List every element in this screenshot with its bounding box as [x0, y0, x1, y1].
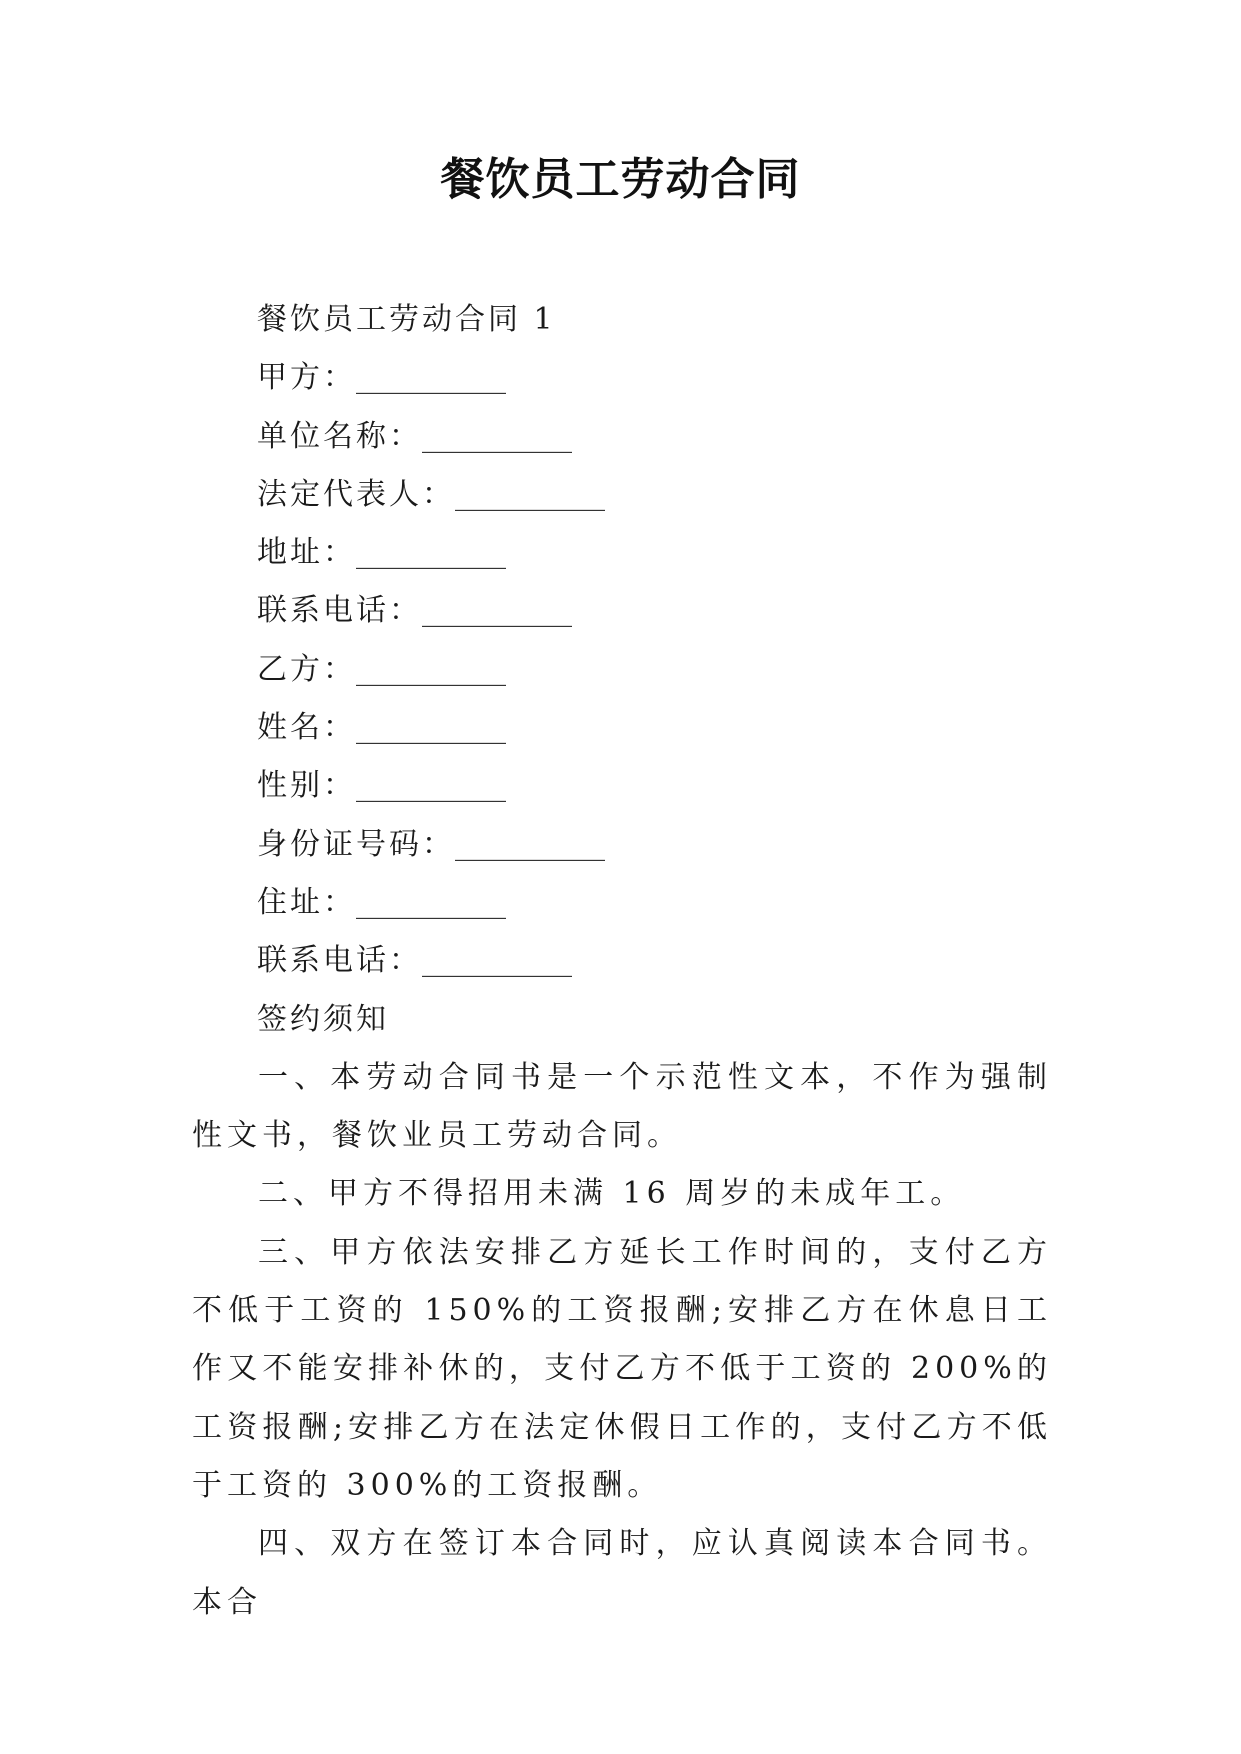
field-label: 法定代表人： — [257, 476, 455, 512]
fill-blank: __________ — [356, 768, 506, 804]
field-address-a — [192, 524, 1052, 582]
fill-blank: __________ — [356, 360, 506, 396]
clause-1: 一、本劳动合同书是一个示范性文本，不作为强制性文书，餐饮业员工劳动合同。 — [192, 1059, 1052, 1154]
fill-blank: __________ — [356, 710, 506, 746]
field-label: 身份证号码： — [257, 826, 455, 862]
field-label: 地址： — [257, 535, 356, 571]
field-party-a — [192, 349, 1052, 407]
field-label: 联系电话： — [257, 593, 422, 629]
field-legal-representative — [192, 466, 1052, 524]
fill-blank: __________ — [422, 593, 572, 629]
fill-blank: __________ — [356, 884, 506, 920]
fill-blank: __________ — [455, 476, 605, 512]
document-title: 餐饮员工劳动合同 — [440, 154, 801, 205]
fill-blank: __________ — [356, 535, 506, 571]
field-phone-b — [192, 932, 1052, 990]
contract-subtitle: 餐饮员工劳动合同 1 — [257, 302, 556, 337]
field-label: 单位名称： — [257, 418, 422, 454]
field-label: 甲方： — [257, 360, 356, 396]
notice-heading: 签约须知 — [257, 1001, 389, 1037]
fill-blank: __________ — [455, 826, 605, 862]
field-company-name — [192, 408, 1052, 466]
field-party-b — [192, 641, 1052, 699]
fill-blank: __________ — [422, 418, 572, 454]
field-id-number — [192, 816, 1052, 874]
field-label: 联系电话： — [257, 943, 422, 979]
clause-4: 四、双方在签订本合同时，应认真阅读本合同书。本合 — [192, 1526, 1052, 1620]
field-name — [192, 699, 1052, 757]
field-label: 姓名： — [257, 710, 356, 746]
field-address-b — [192, 874, 1052, 932]
document-body — [192, 291, 1052, 1632]
field-label: 性别： — [257, 768, 356, 804]
field-gender — [192, 757, 1052, 815]
fill-blank: __________ — [422, 943, 572, 979]
fill-blank: __________ — [356, 651, 506, 687]
clause-3: 三、甲方依法安排乙方延长工作时间的，支付乙方不低于工资的 150%的工资报酬;安排乙方在休息日工作又不能安排补休的，支付乙方不低于工资的 200%的工资报酬;安排乙方在法定休假日工作的，支付乙方不低于工资的 300%的工资报酬。 — [192, 1234, 1052, 1503]
clause-2: 二、甲方不得招用未满 16 周岁的未成年工。 — [258, 1176, 966, 1212]
field-phone-a — [192, 582, 1052, 640]
field-label: 住址： — [257, 884, 356, 920]
field-label: 乙方： — [257, 651, 356, 687]
